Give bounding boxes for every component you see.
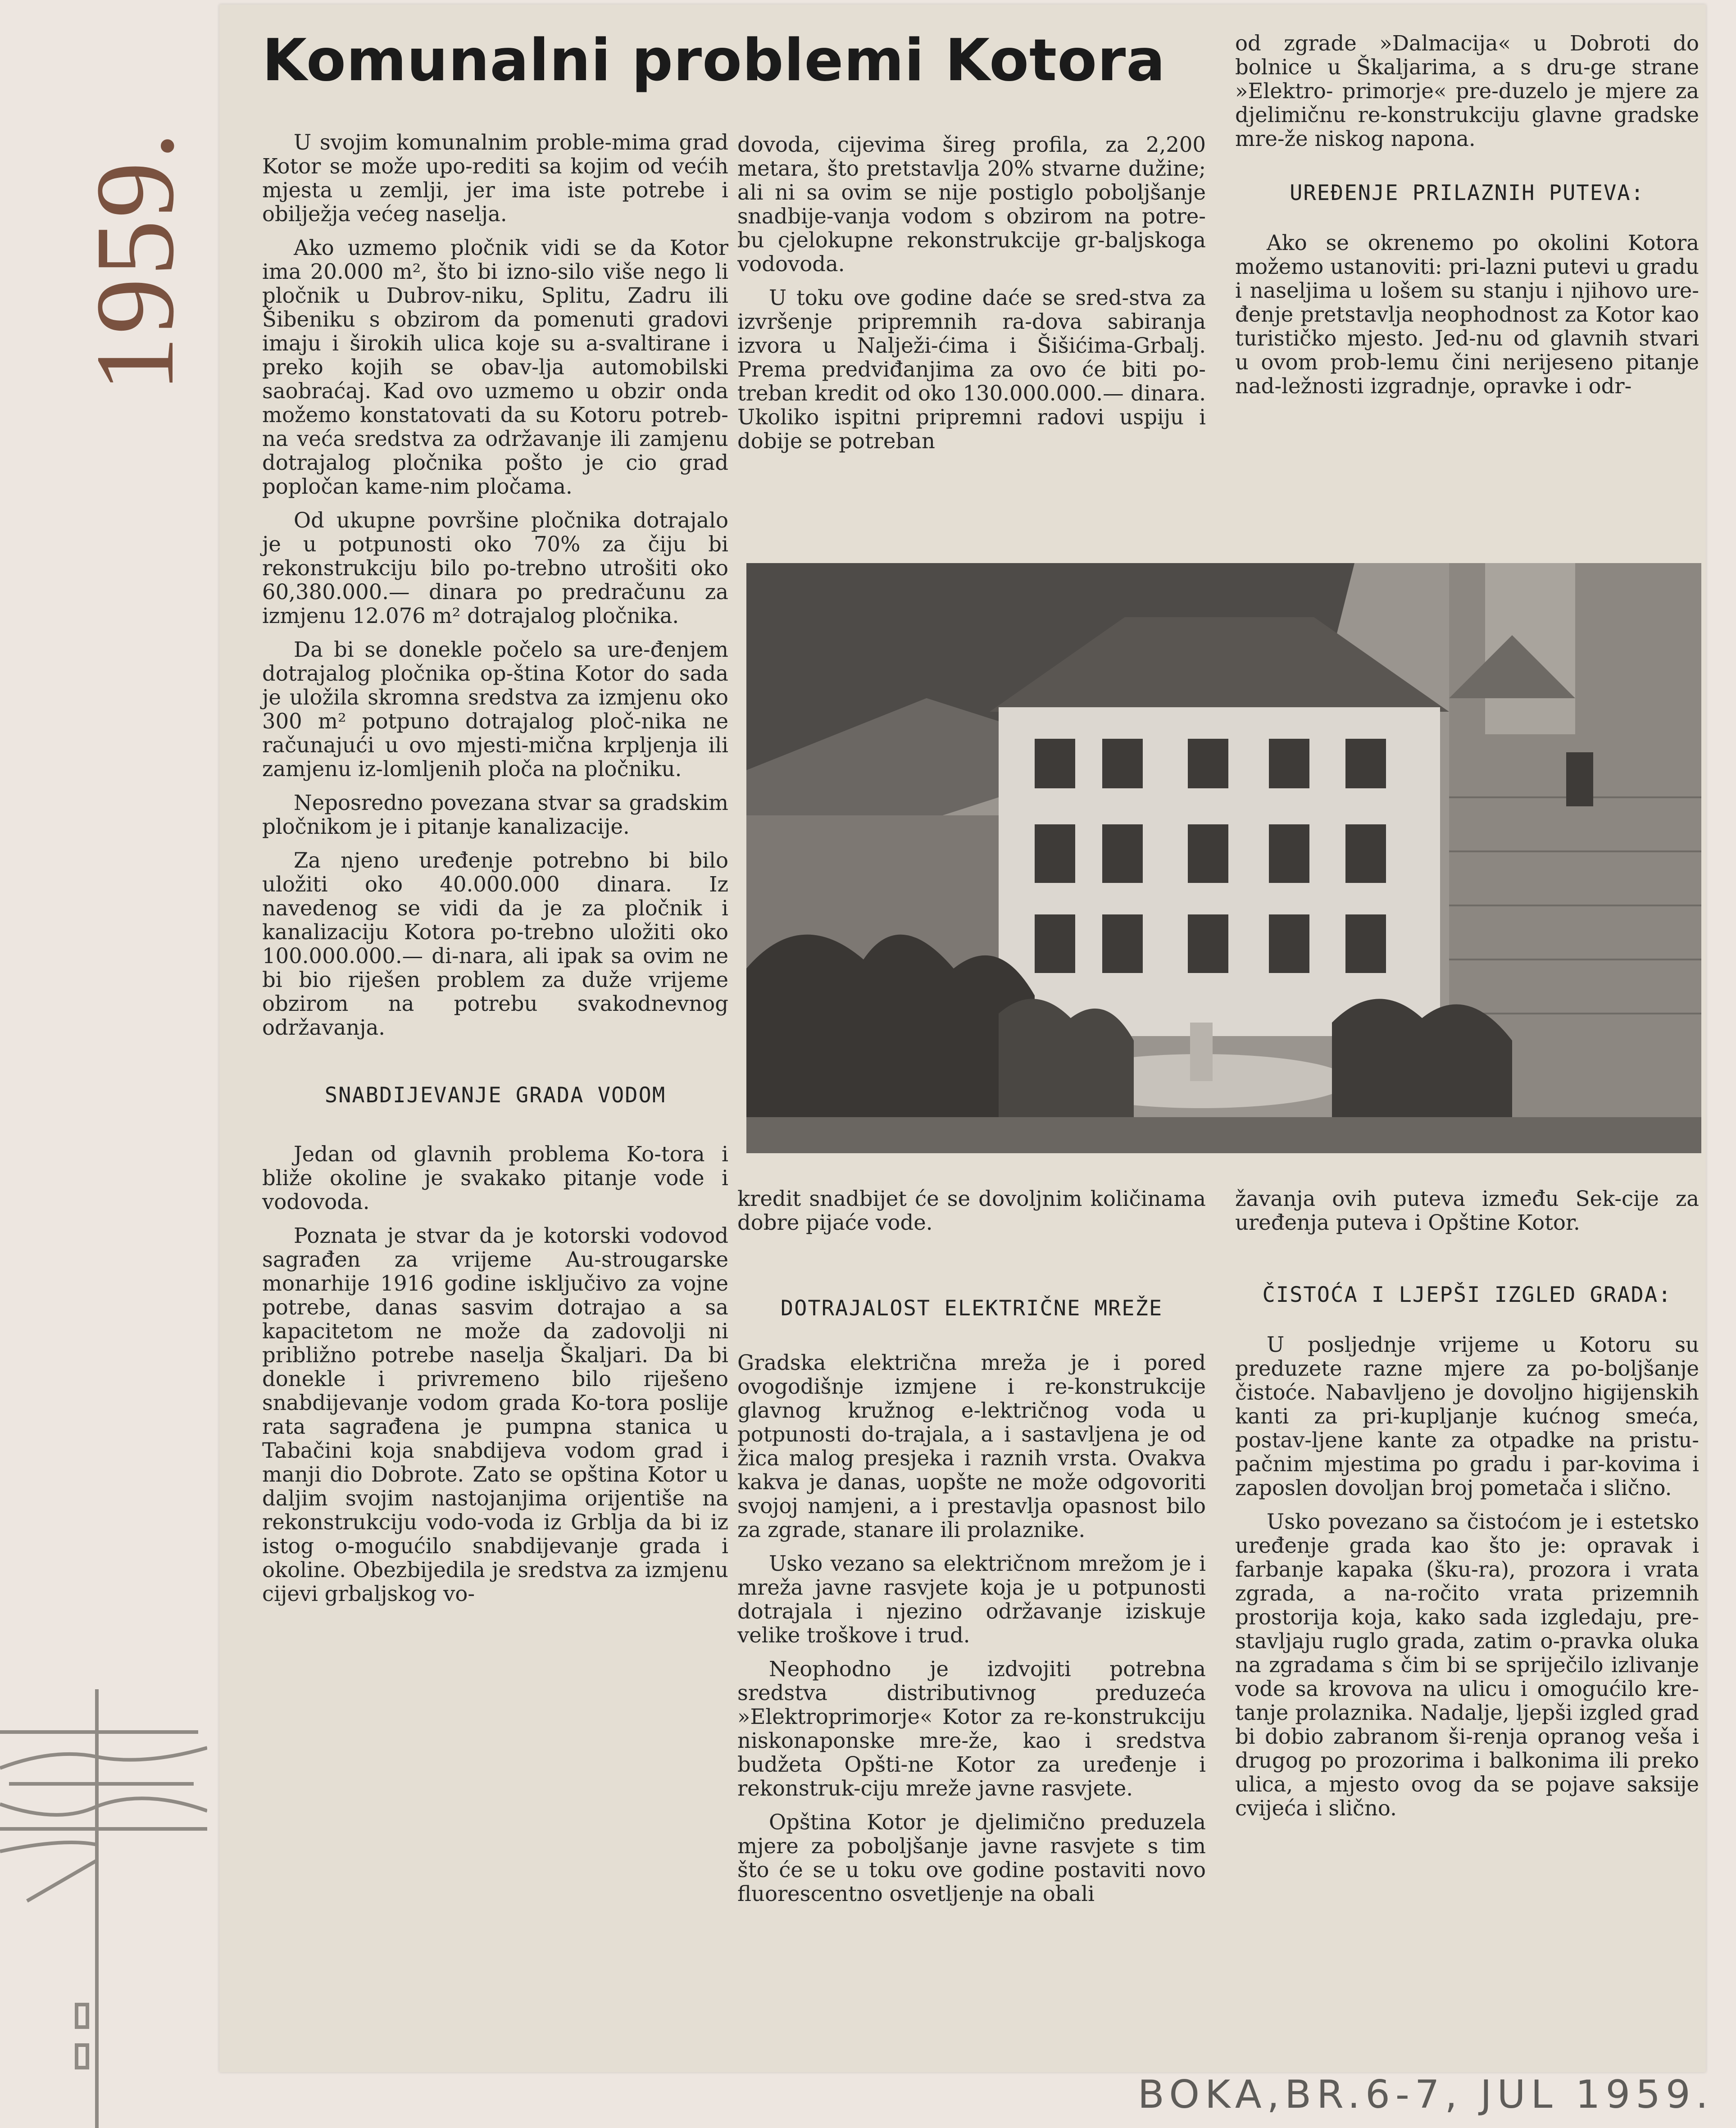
- newspaper-clipping: [219, 5, 1706, 2072]
- paragraph: Ako se okrenemo po okolini Kotora možemo ustanoviti: pri-lazni putevi u gradu i naseljima u lošem su stanju i njihovo ure-đenje pretstavlja neophodnost za Kotor kao turističko mjesto. Jed-nu od glavnih stvari u ovom prob-lemu čini nerijeseno pitanje nad-ležnosti izgradnje, opravke i odr-: [1235, 231, 1699, 398]
- column-3-top: [1235, 32, 1699, 408]
- paragraph: U toku ove godine daće se sred-stva za izvršenje pripremnih ra-dova sabiranja izvora u Nalježi-ćima i Šišićima-Grbalj. Prema predviđanjima za ovo će biti po-treban kredit od oko 130.000.000.— dinara. Ukoliko ispitni pripremni radovi uspiju i dobije se potreban: [737, 286, 1206, 453]
- paragraph: Za njeno uređenje potrebno bi bilo uložiti oko 40.000.000 dinara. Iz navedenog se vidi da je za pločnik i kanalizaciju Kotora po-trebno uložiti oko 100.000.000.— di-nara, ali ipak sa ovim ne bi bio riješen problem za duže vrijeme obzirom na potrebu svakodnevnog održavanja.: [262, 848, 728, 1040]
- paragraph: dovoda, cijevima šireg profila, za 2,200 metara, što pretstavlja 20% stvarne dužine; ali ni sa ovim se nije postiglo poboljšanje snadbije-vanja vodom s obzirom na potre-bu cjelokupne rekonstrukcije gr-baljskoga vodovoda.: [737, 132, 1206, 276]
- paragraph: žavanja ovih puteva između Sek-cije za uređenja puteva i Opštine Kotor.: [1235, 1187, 1699, 1235]
- paragraph: Gradska električna mreža je i pored ovogodišnje izmjene i re-konstrukcije glavnog kružnog e-lektričnog voda u potpunosti do-trajala, a i sastavljena je od žica malog presjeka i raznih vrsta. Ovakva kakva je danas, uopšte ne može odgovoriti svojoj namjeni, a i prestavlja opasnost bilo za zgrade, stanare ili prolaznike.: [737, 1350, 1206, 1542]
- paragraph: Ako uzmemo pločnik vidi se da Kotor ima 20.000 m², što bi izno-silo više nego li pločnik u Dubrov-niku, Splitu, Zadru ili Šibeniku s obzirom da pomenuti gradovi imaju i širokih ulica koje su a-svaltirane i preko kojih se obav-lja automobilski saobraćaj. Kad ovo uzmemo u obzir onda možemo konstatovati da su Kotoru potreb-na veća sredstva za održavanje ili zamjenu dotrajalog pločnika pošto je cio grad popločan kame-nim pločama.: [262, 236, 728, 499]
- paragraph: Poznata je stvar da je kotorski vodovod sagrađen za vrijeme Au-strougarske monarhije 1916 godine isključivo za vojne potrebe, danas sasvim dotrajao a sa kapacitetom ne može da zadovolji ni približno potrebe naselja Škaljari. Da bi donekle i privremeno bilo riješeno snabdijevanje vodom grada Ko-tora poslije rata sagrađena je pumpna stanica u Tabačini koja snabdijeva vodom grad i manji dio Dobrote. Zato se opština Kotor u daljim svojim nastojanjima orijentiše na rekonstrukciju vodo-voda iz Grblja da bi iz istog o-mogućilo snabdijevanje grada i okoline. Obezbijedila je sredstva za izmjenu cijevi grbaljskog vo-: [262, 1223, 728, 1606]
- paragraph: od zgrade »Dalmacija« u Dobroti do bolnice u Škaljarima, a s dru-ge strane »Elektro- primorje« pre-duzelo je mjere za djelimičnu re-konstrukciju glavne gradske mre-že niskog napona.: [1235, 31, 1699, 151]
- section-heading: DOTRAJALOST ELEKTRIČNE MREŽE: [780, 1296, 1163, 1321]
- source-caption: BOKA,BR.6-7, JUL 1959.: [1137, 2072, 1713, 2117]
- column-1: [262, 131, 728, 1616]
- paragraph: Opština Kotor je djelimično preduzela mjere za poboljšanje javne rasvjete s tim što će se u toku ove godine postaviti novo fluorescentno osvetljenje na obali: [737, 1810, 1206, 1906]
- paragraph: Usko povezano sa čistoćom je i estetsko uređenje grada kao što je: opravak i farbanje kapaka (šku-ra), prozora i vrata zgrada, a na-ročito vrata prizemnih prostorija koja, kako sada izgledaju, pre-stavljaju ruglo grada, zatim o-pravka oluka na zgradama s čim bi se spriječilo izlivanje vode sa krovova na ulicu i omogućilo kre-tanje prolaznika. Nadalje, ljepši izgled grad bi dobio zabranom ši-renja opranog veša i drugog po prozorima i balkonima ili preko ulica, a mjesto ovog da se pojave saksije cvijeća i slično.: [1235, 1510, 1699, 1820]
- section-heading: ČISTOĆA I LJEPŠI IZGLED GRADA:: [1262, 1282, 1672, 1307]
- section-heading: SNABDIJEVANJE GRADA VODOM: [324, 1083, 666, 1108]
- article-headline: Komunalni problemi Kotora: [262, 27, 1166, 94]
- column-3-bottom: [1235, 1187, 1699, 1830]
- paragraph: U posljednje vrijeme u Kotoru su preduzete razne mjere za po-boljšanje čistoće. Nabavljeno je dovoljno higijenskih kanti za pri-kupljanje kućnog smeća, postav-ljene kante za otpadke na pristu-pačnim mjestima po gradu i par-kovima i zaposlen dovoljan broj pometača i slično.: [1235, 1332, 1699, 1500]
- paragraph: U svojim komunalnim proble-mima grad Kotor se može upo-rediti sa kojim od većih mjesta u zemlji, jer ima iste potrebe i obilježja većeg naselja.: [262, 130, 728, 226]
- year-label: [68, 36, 203, 487]
- paragraph: Jedan od glavnih problema Ko-tora i bliže okoline je svakako pitanje vode i vodovoda.: [262, 1142, 728, 1214]
- paragraph: Da bi se donekle počelo sa ure-đenjem dotrajalog pločnika op-ština Kotor do sada je uložila skromna sredstva za izmjenu oko 300 m² potpuno dotrajalog ploč-nika ne računajući u ovo mjesti-mična krpljenja ili zamjenu iz-lomljenih ploča na pločniku.: [262, 637, 728, 781]
- column-2-bottom: [737, 1187, 1206, 1916]
- paragraph: Neophodno je izdvojiti potrebna sredstva distributivnog preduzeća »Elektroprimorje« Kotor za re-konstrukciju niskonaponske mre-že, kao i sredstva budžeta Opšti-ne Kotor za uređenje i rekonstruk-ciju mreže javne rasvjete.: [737, 1657, 1206, 1801]
- paragraph: Neposredno povezana stvar sa gradskim pločnikom je i pitanje kanalizacije.: [262, 791, 728, 839]
- paragraph: Usko vezano sa električnom mrežom je i mreža javne rasvjete koja je u potpunosti dotrajala i njezino održavanje iziskuje velike troškove i trud.: [737, 1551, 1206, 1647]
- year-text: 1959.: [73, 130, 197, 393]
- utility-pole-icon: [0, 1689, 207, 2128]
- paragraph: kredit snadbijet će se dovoljnim količinama dobre pijaće vode.: [737, 1187, 1206, 1235]
- section-heading: UREĐENJE PRILAZNIH PUTEVA:: [1290, 181, 1645, 205]
- paragraph: Od ukupne površine pločnika dotrajalo je u potpunosti oko 70% za čiju bi rekonstrukciju bilo po-trebno utrošiti oko 60,380.000.— dinara po predračunu za izmjenu 12.076 m² dotrajalog pločnika.: [262, 508, 728, 628]
- column-2-top: [737, 133, 1206, 463]
- kotor-town-square-photo: [746, 563, 1701, 1153]
